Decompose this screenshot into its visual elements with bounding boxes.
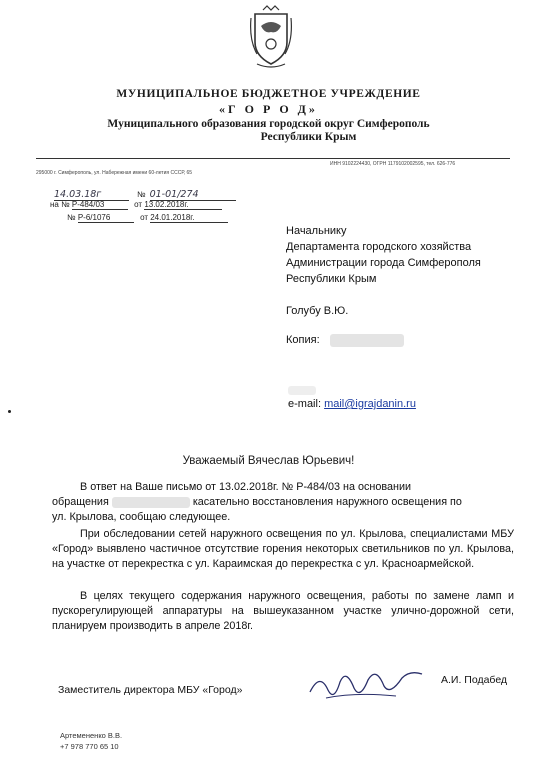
scan-speck	[8, 410, 11, 413]
registration-ref1	[50, 200, 222, 210]
signature-position: Заместитель директора МБУ «Город»	[58, 684, 243, 696]
org-name-line4: Республики Крым	[260, 131, 357, 143]
org-inn-details: ИНН 9102224430, ОГРН 1179102002595, тел. 626-776	[330, 161, 456, 167]
redacted-recipient-detail	[288, 386, 316, 395]
ref1-date: 13.02.2018г.	[144, 200, 222, 210]
letter-paragraph-1	[52, 480, 514, 525]
addressee-line1: Начальнику	[286, 225, 347, 237]
ref1-number: Р-484/03	[72, 200, 128, 210]
ref2-date: 24.01.2018г.	[150, 213, 228, 223]
p1-kasatelno: касательно восстановления наружного освещения по	[192, 496, 462, 508]
redacted-applicant	[112, 497, 190, 508]
ref2-number: Р-6/1076	[78, 213, 134, 223]
org-name-line2: «Г О Р О Д»	[219, 102, 318, 116]
handwritten-signature	[306, 662, 426, 708]
addressee-name: Голубу В.Ю.	[286, 305, 349, 317]
letter-paragraph-2: При обследовании сетей наружного освещения по ул. Крылова, специалистами МБУ «Город» выявлено частичное отсутствие горения некоторых светильников по ул. Крылова, на участке от перекрестка с ул. Караимская до перекрестка с ул. Красноармейской.	[52, 528, 514, 570]
signature-name: А.И. Подабед	[441, 674, 508, 686]
ref2-prefix: №	[67, 213, 76, 222]
email-label: e-mail:	[288, 398, 322, 410]
registration-date: 14.03.18г	[54, 189, 129, 201]
executor-name: Артемененко В.В.	[60, 731, 123, 740]
registration-no-label: №	[137, 190, 146, 199]
addressee-line2: Департамента городского хозяйства	[286, 241, 472, 253]
registration-number: 01-01/274	[150, 189, 236, 201]
addressee-line4: Республики Крым	[286, 273, 377, 285]
p1-obrasheniya: обращения	[52, 496, 109, 508]
ref1-from: от	[134, 200, 143, 209]
registration-ref2	[67, 213, 228, 223]
header-divider	[36, 158, 510, 159]
letter-greeting: Уважаемый Вячеслав Юрьевич!	[182, 455, 355, 467]
org-address: 295000 г. Симферополь, ул. Набережная имени 60-летия СССР, 65	[36, 170, 193, 176]
executor-phone: +7 978 770 65 10	[60, 742, 119, 751]
ref1-prefix: на №	[50, 200, 70, 209]
email-line	[288, 398, 416, 410]
redacted-copy-recipient	[330, 334, 404, 347]
email-link[interactable]: mail@igrajdanin.ru	[324, 398, 416, 410]
copy-label: Копия:	[286, 334, 320, 346]
coat-of-arms-emblem	[247, 4, 295, 72]
org-name-line3: Муниципального образования городской округ Симферополь	[107, 118, 430, 130]
p1-line-a: В ответ на Ваше письмо от 13.02.2018г. № Р-484/03 на основании	[80, 481, 412, 493]
p1-line-c: ул. Крылова, сообщаю следующее.	[52, 511, 231, 523]
letter-paragraph-3: В целях текущего содержания наружного освещения, работы по замене ламп и пускорегулирующей аппаратуры на вышеуказанном участке улично-дорожной сети, планируем производить в апреле 2018г.	[52, 590, 514, 632]
org-name-line1: МУНИЦИПАЛЬНОЕ БЮДЖЕТНОЕ УЧРЕЖДЕНИЕ	[116, 88, 421, 100]
ref2-from: от	[140, 213, 148, 222]
addressee-line3: Администрации города Симферополя	[286, 257, 481, 269]
p1-line-b	[52, 495, 514, 510]
